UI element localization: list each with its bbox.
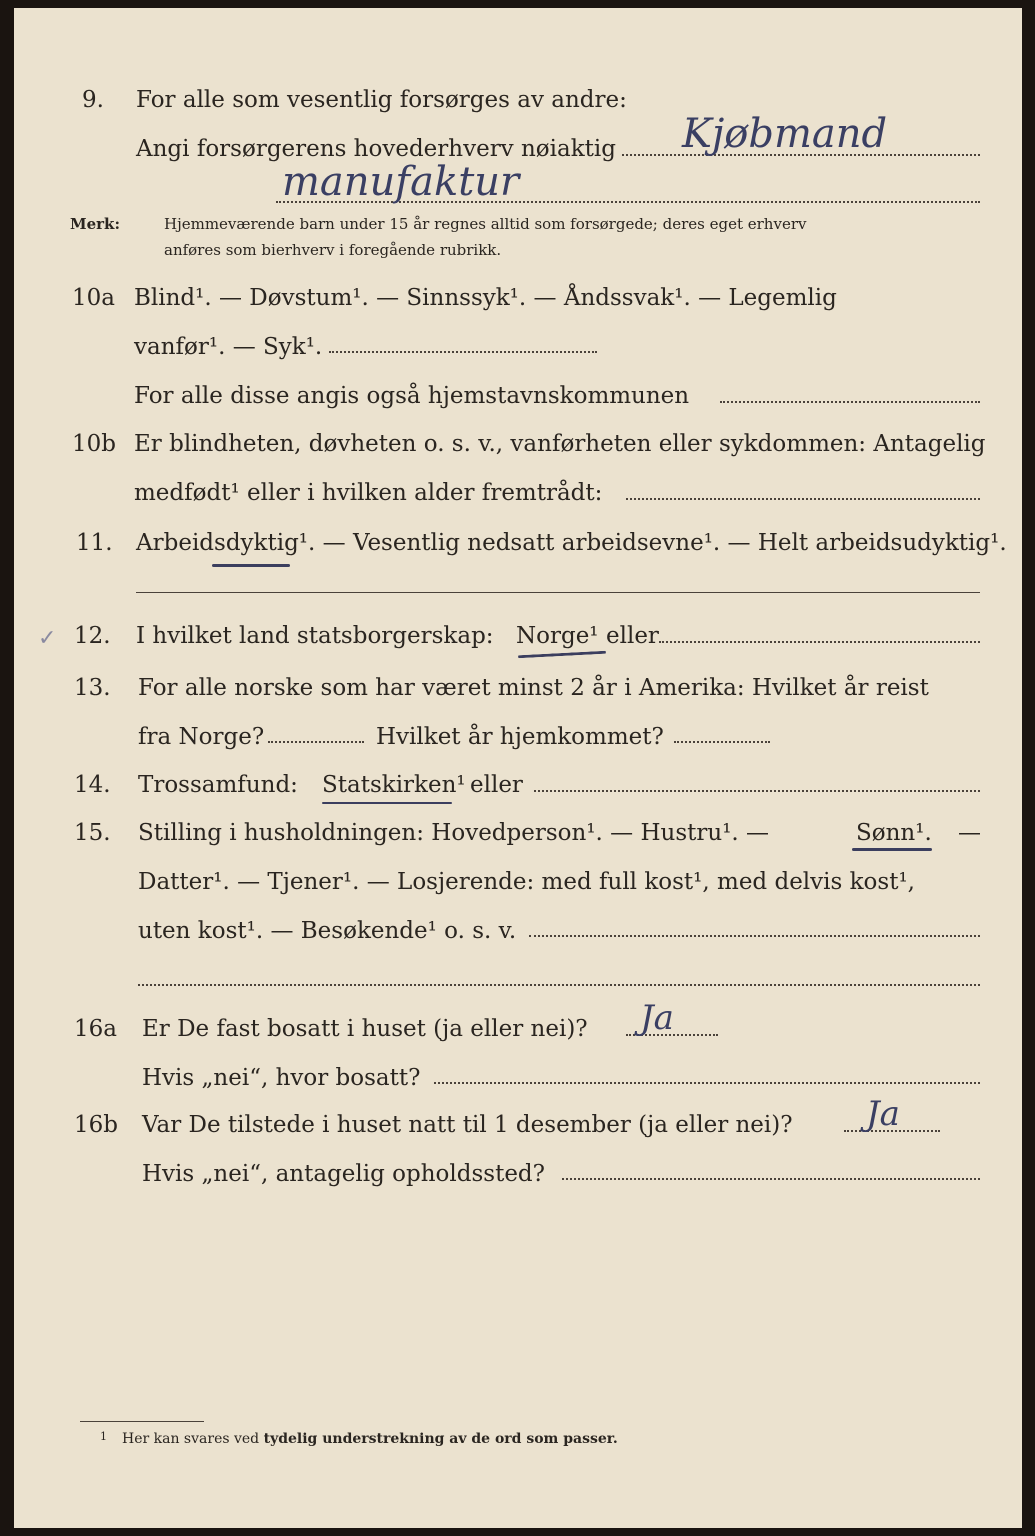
q16a-line1: Er De fast bosatt i huset (ja eller nei)? <box>142 1016 588 1042</box>
q11-answer-line <box>136 592 980 593</box>
q15-extra-line <box>138 984 980 986</box>
q12-answer-line <box>659 641 980 643</box>
q15-line1a: Stilling i husholdningen: Hovedperson¹. — Hustru¹. — <box>138 820 770 846</box>
footnote-text <box>122 1430 618 1448</box>
q14-choice: Statskirken¹ <box>322 772 466 798</box>
q14-number: 14. <box>74 772 111 798</box>
census-form-page <box>14 8 1022 1528</box>
q14-underline-statskirken <box>322 802 452 804</box>
merk-line1: Hjemmeværende barn under 15 år regnes alltid som forsørgede; deres eget erhverv <box>164 215 807 233</box>
q13-line2a: fra Norge? <box>138 724 265 750</box>
q11-number: 11. <box>76 530 113 556</box>
q15-line1b: — <box>958 820 981 846</box>
q10b-number: 10b <box>72 431 116 457</box>
q12-suffix: eller <box>606 623 659 649</box>
q16b-line1: Var De tilstede i huset natt til 1 desember (ja eller nei)? <box>142 1112 793 1138</box>
q10b-line1: Er blindheten, døvheten o. s. v., vanførheten eller sykdommen: Antagelig <box>134 431 986 457</box>
footnote-text-plain: Her kan svares ved <box>122 1431 260 1447</box>
q16b-opholdssted-line <box>562 1178 980 1180</box>
q12-underline-norge <box>518 651 606 659</box>
q13-line2b: Hvilket år hjemkommet? <box>376 724 664 750</box>
q16a-handwritten-answer: Ja <box>640 998 674 1038</box>
q10a-line2: vanfør¹. — Syk¹. <box>134 334 323 360</box>
q12-number: 12. <box>74 623 111 649</box>
q9-handwritten-answer1: Kjøbmand <box>682 111 888 157</box>
q12-choice: Norge¹ <box>516 623 599 649</box>
q10b-line2: medfødt¹ eller i hvilken alder fremtrådt: <box>134 480 603 506</box>
q13-hjemkommet-line <box>674 741 770 743</box>
q13-number: 13. <box>74 675 111 701</box>
q14-prefix: Trossamfund: <box>138 772 298 798</box>
q13-line1: For alle norske som har været minst 2 år i Amerika: Hvilket år reist <box>138 675 929 701</box>
merk-line2: anføres som bierhverv i foregående rubrikk. <box>164 241 502 259</box>
q12-prefix: I hvilket land statsborgerskap: <box>136 623 494 649</box>
q15-line3: uten kost¹. — Besøkende¹ o. s. v. <box>138 918 517 944</box>
q15-answer-line <box>529 935 980 937</box>
q16b-number: 16b <box>74 1112 118 1138</box>
q10a-answer-line <box>329 351 597 353</box>
q10a-hjemstavn-line <box>720 401 980 403</box>
q16a-bosatt-line <box>434 1082 980 1084</box>
footnote-rule <box>80 1421 204 1422</box>
q14-suffix: eller <box>470 772 523 798</box>
footnote-mark: 1 <box>100 1430 107 1443</box>
q9-line1: For alle som vesentlig forsørges av andre: <box>136 87 627 113</box>
q15-number: 15. <box>74 820 111 846</box>
q16a-number: 16a <box>74 1016 117 1042</box>
q9-number: 9. <box>82 87 104 113</box>
q10a-line3: For alle disse angis også hjemstavnskommunen <box>134 383 690 409</box>
q11-underline-arbeidsdyktig <box>212 564 290 567</box>
q13-reist-line <box>268 741 364 743</box>
merk-label: Merk: <box>70 215 120 233</box>
q16a-line2: Hvis „nei“, hvor bosatt? <box>142 1065 421 1091</box>
q10b-answer-line <box>626 498 980 500</box>
q16b-line2: Hvis „nei“, antagelig opholdssted? <box>142 1161 545 1187</box>
footnote-text-bold: tydelig understrekning av de ord som passer. <box>263 1431 618 1447</box>
q10a-line1: Blind¹. — Døvstum¹. — Sinnssyk¹. — Åndssvak¹. — Legemlig <box>134 285 837 311</box>
q11-line1: Arbeidsdyktig¹. — Vesentlig nedsatt arbeidsevne¹. — Helt arbeidsudyktig¹. <box>136 530 1007 556</box>
q16b-handwritten-answer: Ja <box>866 1094 900 1134</box>
q14-answer-line <box>534 790 980 792</box>
q15-choice: Sønn¹. <box>856 820 932 846</box>
q15-line2: Datter¹. — Tjener¹. — Losjerende: med full kost¹, med delvis kost¹, <box>138 869 915 895</box>
q10a-number: 10a <box>72 285 115 311</box>
q9-line2: Angi forsørgerens hovederhverv nøiaktig <box>136 136 616 162</box>
q9-handwritten-answer2: manufaktur <box>282 159 520 205</box>
q15-underline-sonn <box>852 848 932 851</box>
check-mark-icon: ✓ <box>38 626 57 651</box>
